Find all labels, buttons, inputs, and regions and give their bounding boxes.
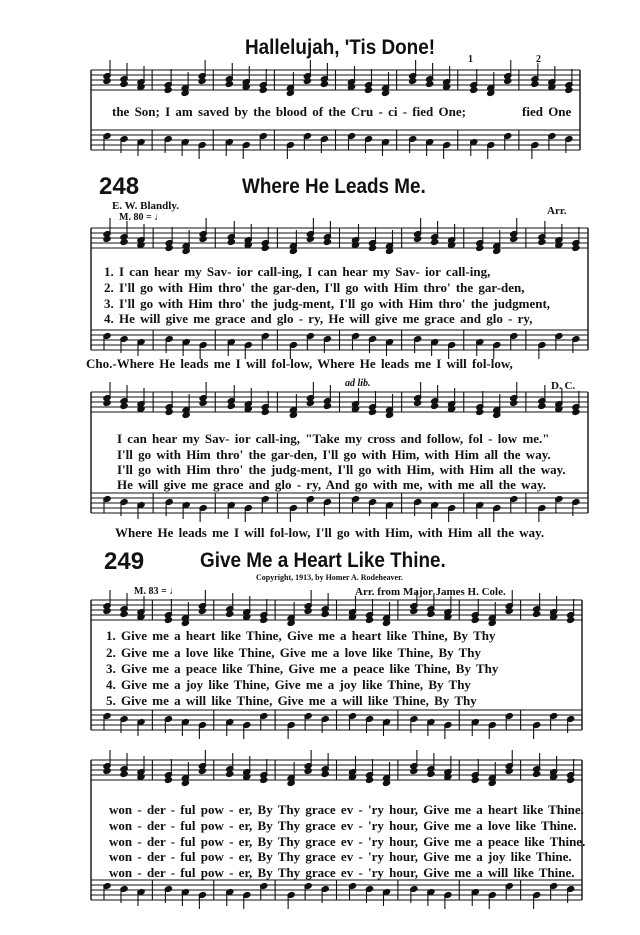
ending-2-label: 2 [536,54,541,65]
verse-line: won - der - ful pow - er, By Thy grace ev - 'ry hour, Give me a will like Thine. [109,865,575,880]
verse-line: won - der - ful pow - er, By Thy grace ev - 'ry hour, Give me a joy like Thine. [109,849,572,864]
ending-1-label: 1 [468,54,473,65]
verse-line: 4. Give me a joy like Thine, Give me a joy like Thine, By Thy [106,677,471,692]
ad-lib-marking: ad lib. [345,378,371,389]
verse-line: 5. Give me a will like Thine, Give me a will like Thine, By Thy [106,693,477,708]
hymn-number: 249 [104,548,145,575]
verse-line: 4. He will give me grace and glo - ry, He will give me grace and glo - ry, [104,311,533,326]
lyric-line: the Son; I am saved by the blood of the Cru - ci - fied One; [112,104,466,119]
lyric-line-ending: fied One [522,104,572,119]
verse-line: I can hear my Sav- ior call-ing, "Take my cross and follow, fol - low me." [117,431,550,446]
verse-line: won - der - ful pow - er, By Thy grace ev - 'ry hour, Give me a peace like Thine. [109,834,586,849]
hymn-author: E. W. Blandly. [112,200,179,212]
verse-line: 1. Give me a heart like Thine, Give me a heart like Thine, By Thy [106,628,496,643]
tempo-marking: M. 80 = ♩ [119,212,165,223]
verse-line: won - der - ful pow - er, By Thy grace ev - 'ry hour, Give me a love like Thine. [109,818,577,833]
chorus-line: Where He leads me I will fol-low, I'll go with Him, with Him all the way. [115,525,545,540]
hymn-arranger: Arr. [547,205,567,217]
hymn-arranger: Arr. from Major James H. Cole. [355,586,506,598]
verse-line: I'll go with Him thro' the gar-den, I'll go with Him, with Him all the way. [117,447,551,462]
verse-line: 2. I'll go with Him thro' the gar-den, I'll go with Him thro' the gar-den, [104,280,525,295]
verse-line: He will give me grace and glo - ry, And go with me, with me all the way. [117,477,547,492]
verse-line: won - der - ful pow - er, By Thy grace ev - 'ry hour, Give me a heart like Thine. [109,802,584,817]
verse-line: 3. I'll go with Him thro' the judg-ment, I'll go with Him thro' the judgment, [104,296,551,311]
verse-line: 3. Give me a peace like Thine, Give me a peace like Thine, By Thy [106,661,499,676]
verse-line: 2. Give me a love like Thine, Give me a love like Thine, By Thy [106,645,482,660]
hymn-number: 248 [99,173,140,200]
hymn-title: Hallelujah, 'Tis Done! [245,36,436,59]
chorus-line: Cho.-Where He leads me I will fol-low, Where He leads me I will fol-low, [86,356,513,371]
copyright-notice: Copyright, 1913, by Homer A. Rodeheaver. [256,573,403,582]
hymn-title: Give Me a Heart Like Thine. [200,549,446,572]
verse-line: I'll go with Him thro' the judg-ment, I'll go with Him, with Him all the way. [117,462,566,477]
tempo-marking: M. 83 = ♩ [134,586,180,597]
verse-line: 1. I can hear my Sav- ior call-ing, I can hear my Sav- ior call-ing, [104,264,491,279]
da-capo-marking: D. C. [551,380,576,392]
hymn-title: Where He Leads Me. [242,175,426,198]
